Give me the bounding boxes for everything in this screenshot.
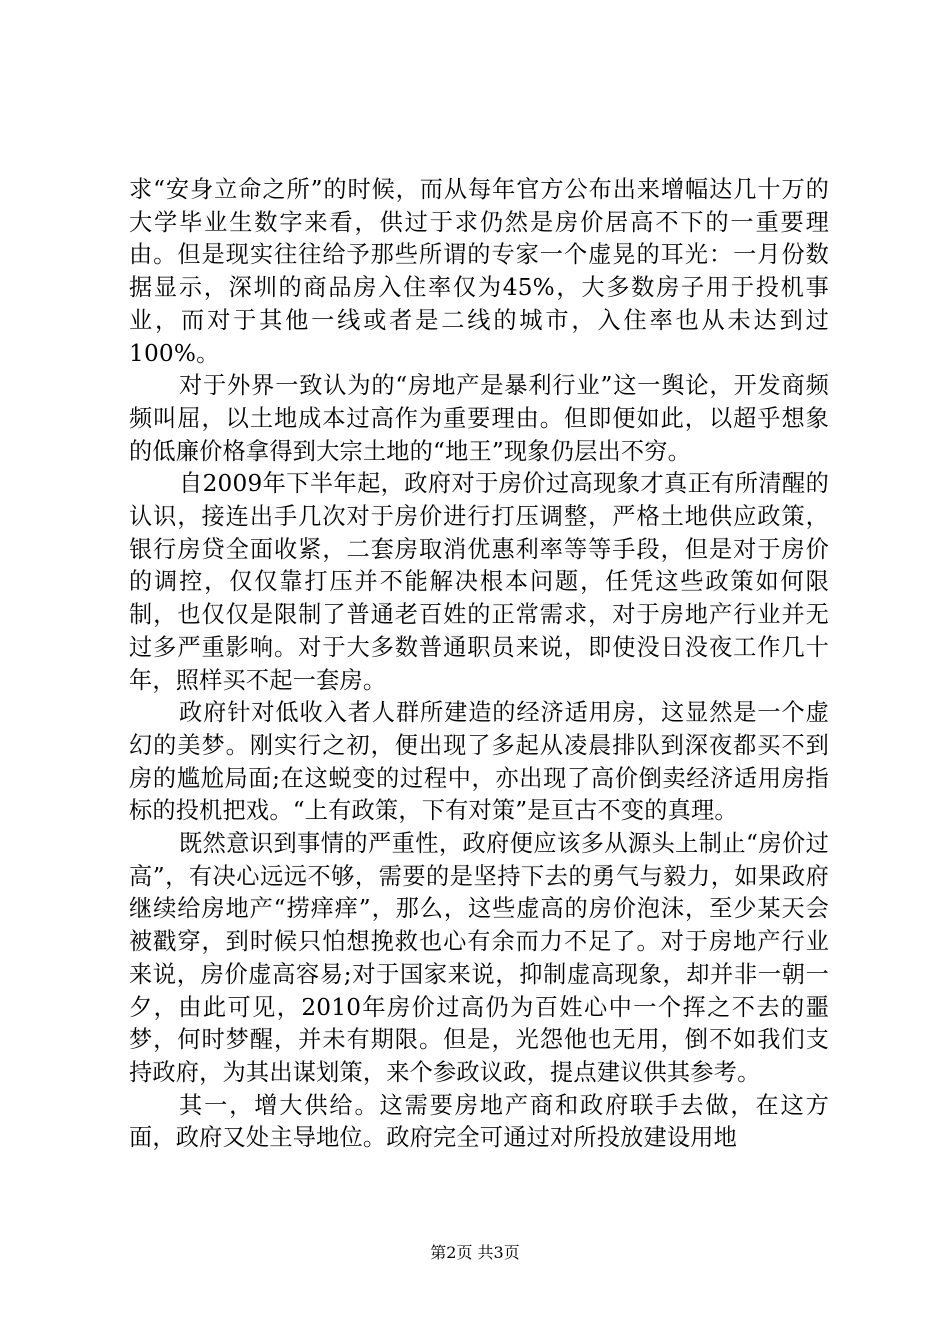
paragraph-continuation: 求“安身立命之所”的时候，而从每年官方公布出来增幅达几十万的大学毕业生数字来看，供过于求仍然是房价居高不下的一重要理由。但是现实往往给予那些所谓的专家一个虚晃的耳光：一月份数据显示，深圳的商品房入住率仅为45%，大多数房子用于投机事业，而对于其他一线或者是二线的城市，入住率也从未达到过100%。 (129, 176, 829, 367)
paragraph-government-resolve: 既然意识到事情的严重性，政府便应该多从源头上制止“房价过高”，有决心远远不够，需要的是坚持下去的勇气与毅力，如果政府继续给房地产“捞痒痒”，那么，这些虚高的房价泡沫，至少某天会被戳穿，到时候只怕想挽救也心有余而力不足了。对于房地产行业来说，房价虚高容易;对于国家来说，抑制虚高现象，却并非一朝一夕，由此可见，2010年房价过高仍为百姓心中一个挥之不去的噩梦，何时梦醒，并未有期限。但是，光怨他也无用，倒不如我们支持政府，为其出谋划策，来个参政议政，提点建议供其参考。 (129, 830, 829, 1086)
paragraph-affordable-housing: 政府针对低收入者人群所建造的经济适用房，这显然是一个虚幻的美梦。刚实行之初，便出现了多起从凌晨排队到深夜都买不到房的尴尬局面;在这蜕变的过程中，亦出现了高价倒卖经济适用房指标的投机把戏。“上有政策，下有对策”是亘古不变的真理。 (129, 699, 829, 825)
paragraph-government-policies: 自2009年下半年起，政府对于房价过高现象才真正有所清醒的认识，接连出手几次对于房价进行打压调整，严格土地供应政策，银行房贷全面收紧，二套房取消优惠利率等等手段，但是对于房价的调控，仅仅靠打压并不能解决根本问题，任凭这些政策如何限制，也仅仅是限制了普通老百姓的正常需求，对于房地产行业并无过多严重影响。对于大多数普通职员来说，即使没日没夜工作几十年，照样买不起一套房。 (129, 470, 829, 694)
paragraph-increase-supply: 其一，增大供给。这需要房地产商和政府联手去做，在这方面，政府又处主导地位。政府完全可通过对所投放建设用地 (129, 1091, 829, 1152)
document-body (129, 174, 829, 1155)
page-number-footer: 第2页 共3页 (430, 1243, 520, 1262)
paragraph-developer-complaints: 对于外界一致认为的“房地产是暴利行业”这一舆论，开发商频频叫屈，以土地成本过高作为重要理由。但即便如此，以超乎想象的低廉价格拿得到大宗土地的“地王”现象仍层出不穷。 (129, 372, 829, 465)
